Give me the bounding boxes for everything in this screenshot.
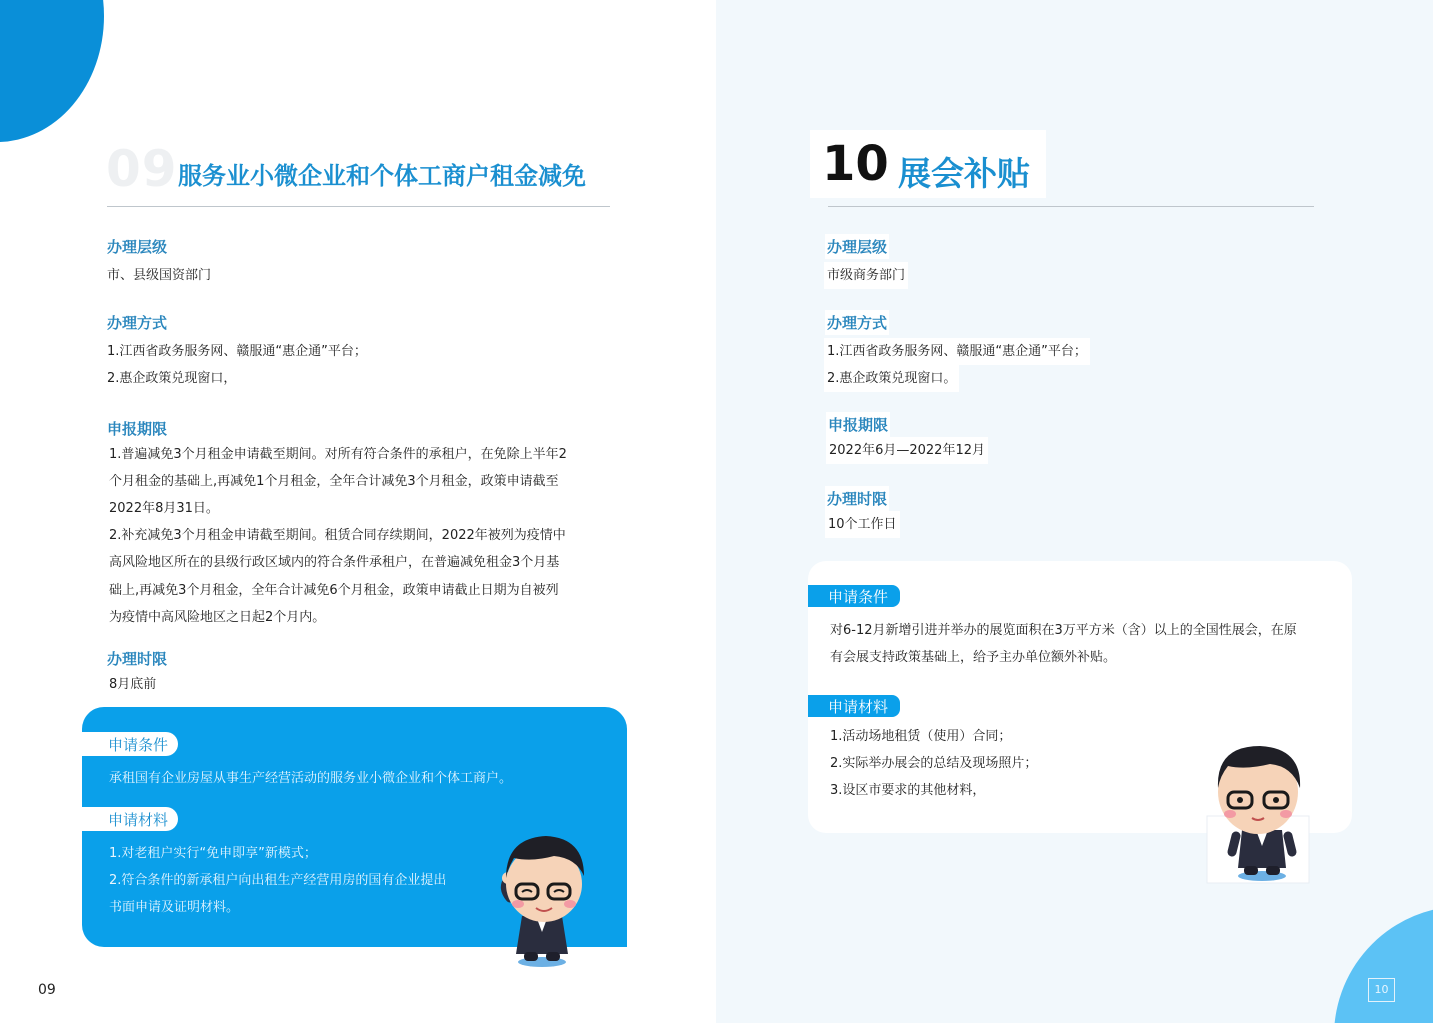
left-page (0, 0, 716, 1023)
method-label: 办理方式 (825, 310, 889, 335)
period-label: 申报期限 (826, 412, 890, 437)
page-number: 09 (38, 982, 56, 998)
materials-line: 1.活动场地租赁（使用）合同； (830, 729, 1012, 744)
conditions-label: 申请条件 (82, 732, 178, 756)
corner-decoration (1334, 906, 1433, 1023)
level-label: 办理层级 (825, 234, 889, 259)
method-label: 办理方式 (107, 314, 168, 332)
method-line: 2.惠企政策兑现窗口， (107, 371, 237, 386)
method-line: 1.江西省政务服务网、赣服通“惠企通”平台； (824, 338, 1090, 365)
period-value: 2022年6月—2022年12月 (826, 437, 988, 464)
time-label: 办理时限 (107, 650, 168, 668)
section-number: 10 (822, 136, 889, 192)
method-line: 1.江西省政务服务网、赣服通“惠企通”平台； (107, 344, 367, 359)
period-line: 为疫情中高风险地区之日起2个月内。 (109, 610, 326, 625)
period-line: 2.补充减免3个月租金申请截至期间。租赁合同存续期间，2022年被列为疫情中 (109, 528, 566, 543)
period-line: 个月租金的基础上,再减免1个月租金，全年合计减免3个月租金，政策申请截至 (109, 474, 559, 489)
period-label: 申报期限 (107, 420, 168, 438)
level-value: 市级商务部门 (824, 262, 908, 289)
level-value: 市、县级国资部门 (107, 268, 212, 283)
materials-line: 2.符合条件的新承租户向出租生产经营用房的国有企业提出 (109, 873, 447, 888)
conditions-line: 有会展支持政策基础上，给予主办单位额外补贴。 (830, 650, 1117, 665)
mascot-waving-icon (492, 828, 596, 970)
time-label: 办理时限 (825, 486, 889, 511)
materials-line: 2.实际举办展会的总结及现场照片； (830, 756, 1038, 771)
method-line: 2.惠企政策兑现窗口。 (824, 365, 959, 392)
time-value: 8月底前 (109, 677, 157, 692)
mascot-standing-icon (1206, 740, 1310, 884)
materials-line: 1.对老租户实行“免申即享”新模式； (109, 846, 317, 861)
period-line: 础上,再减免3个月租金，全年合计减免6个月租金，政策申请截止日期为自被列 (109, 583, 559, 598)
title-divider (828, 206, 1314, 207)
page-number: 10 (1368, 978, 1395, 1002)
conditions-label: 申请条件 (808, 585, 900, 607)
right-page (716, 0, 1433, 1023)
materials-line: 书面申请及证明材料。 (109, 900, 240, 915)
conditions-value: 承租国有企业房屋从事生产经营活动的服务业小微企业和个体工商户。 (109, 771, 513, 786)
materials-line: 3.设区市要求的其他材料， (830, 783, 986, 798)
materials-label: 申请材料 (808, 695, 900, 717)
section-title: 展会补贴 (898, 154, 1030, 193)
title-divider (107, 206, 610, 207)
corner-decoration (0, 0, 104, 142)
section-title: 服务业小微企业和个体工商户租金减免 (178, 162, 586, 190)
period-line: 2022年8月31日。 (109, 501, 219, 516)
period-line: 高风险地区所在的县级行政区域内的符合条件承租户，在普遍减免租金3个月基 (109, 555, 560, 570)
period-line: 1.普遍减免3个月租金申请截至期间。对所有符合条件的承租户，在免除上半年2 (109, 447, 567, 462)
conditions-line: 对6-12月新增引进并举办的展览面积在3万平方米（含）以上的全国性展会，在原 (830, 623, 1297, 638)
time-value: 10个工作日 (825, 511, 900, 538)
materials-label: 申请材料 (82, 807, 178, 831)
level-label: 办理层级 (107, 238, 168, 256)
section-number: 09 (106, 140, 178, 198)
